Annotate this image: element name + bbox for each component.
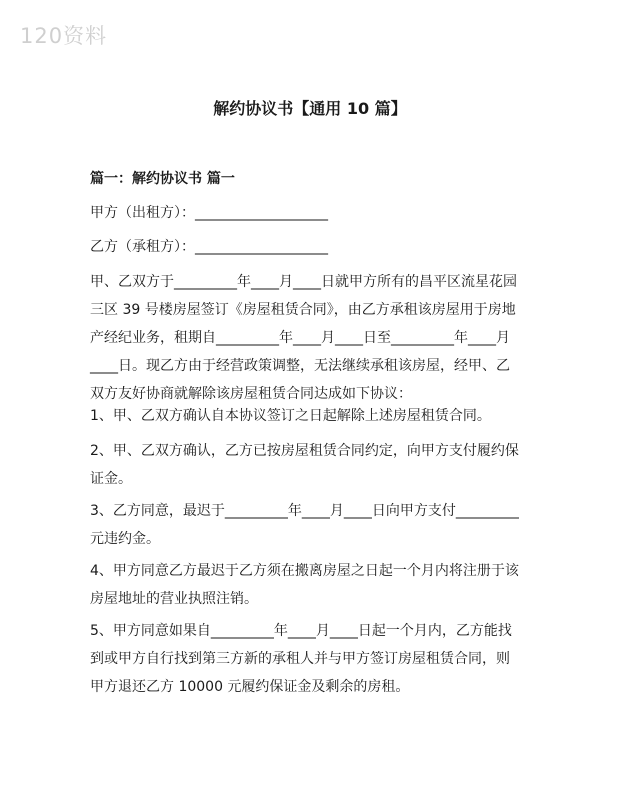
paragraph-line: 4、甲方同意乙方最迟于乙方须在搬离房屋之日起一个月内将注册于该 bbox=[90, 563, 519, 579]
clause-5 bbox=[90, 617, 530, 701]
paragraph-line: 双方友好协商就解除该房屋租赁合同达成如下协议： bbox=[90, 386, 412, 402]
paragraph-line: 证金。 bbox=[90, 471, 132, 487]
paragraph-line: 1、甲、乙双方确认自本协议签订之日起解除上述房屋租赁合同。 bbox=[90, 408, 491, 424]
paragraph-line: 到或甲方自行找到第三方新的承租人并与甲方签订房屋租赁合同，则 bbox=[90, 651, 510, 667]
party-a-line: 甲方（出租方）：___________________ bbox=[90, 205, 328, 221]
paragraph-line: 甲、乙双方于_________年____月____日就甲方所有的昌平区流星花园 bbox=[90, 274, 517, 290]
paragraph-line: ____日。现乙方由于经营政策调整，无法继续承租该房屋，经甲、乙 bbox=[90, 358, 510, 374]
document-title: 解约协议书【通用 10 篇】 bbox=[213, 99, 407, 118]
clause-2 bbox=[90, 437, 530, 493]
clause-3 bbox=[90, 497, 530, 553]
paragraph-line: 产经纪业务，租期自_________年____月____日至_________年____月 bbox=[90, 330, 510, 346]
paragraph-line: 三区 39 号楼房屋签订《房屋租赁合同》，由乙方承租该房屋用于房地 bbox=[90, 302, 516, 318]
watermark: 120资料 bbox=[20, 24, 108, 48]
paragraph-line: 甲方退还乙方 10000 元履约保证金及剩余的房租。 bbox=[90, 679, 410, 695]
paragraph-line: 房屋地址的营业执照注销。 bbox=[90, 591, 258, 607]
clause-1 bbox=[90, 402, 530, 430]
intro-paragraph bbox=[90, 268, 530, 408]
section-heading: 篇一：解约协议书 篇一 bbox=[90, 171, 235, 187]
paragraph-line: 5、甲方同意如果自_________年____月____日起一个月内，乙方能找 bbox=[90, 623, 512, 639]
paragraph-line: 2、甲、乙双方确认，乙方已按房屋租赁合同约定，向甲方支付履约保 bbox=[90, 443, 519, 459]
clause-4 bbox=[90, 557, 530, 613]
party-b-line: 乙方（承租方）：___________________ bbox=[90, 239, 328, 255]
paragraph-line: 元违约金。 bbox=[90, 531, 160, 547]
paragraph-line: 3、乙方同意，最迟于_________年____月____日向甲方支付_________ bbox=[90, 503, 519, 519]
